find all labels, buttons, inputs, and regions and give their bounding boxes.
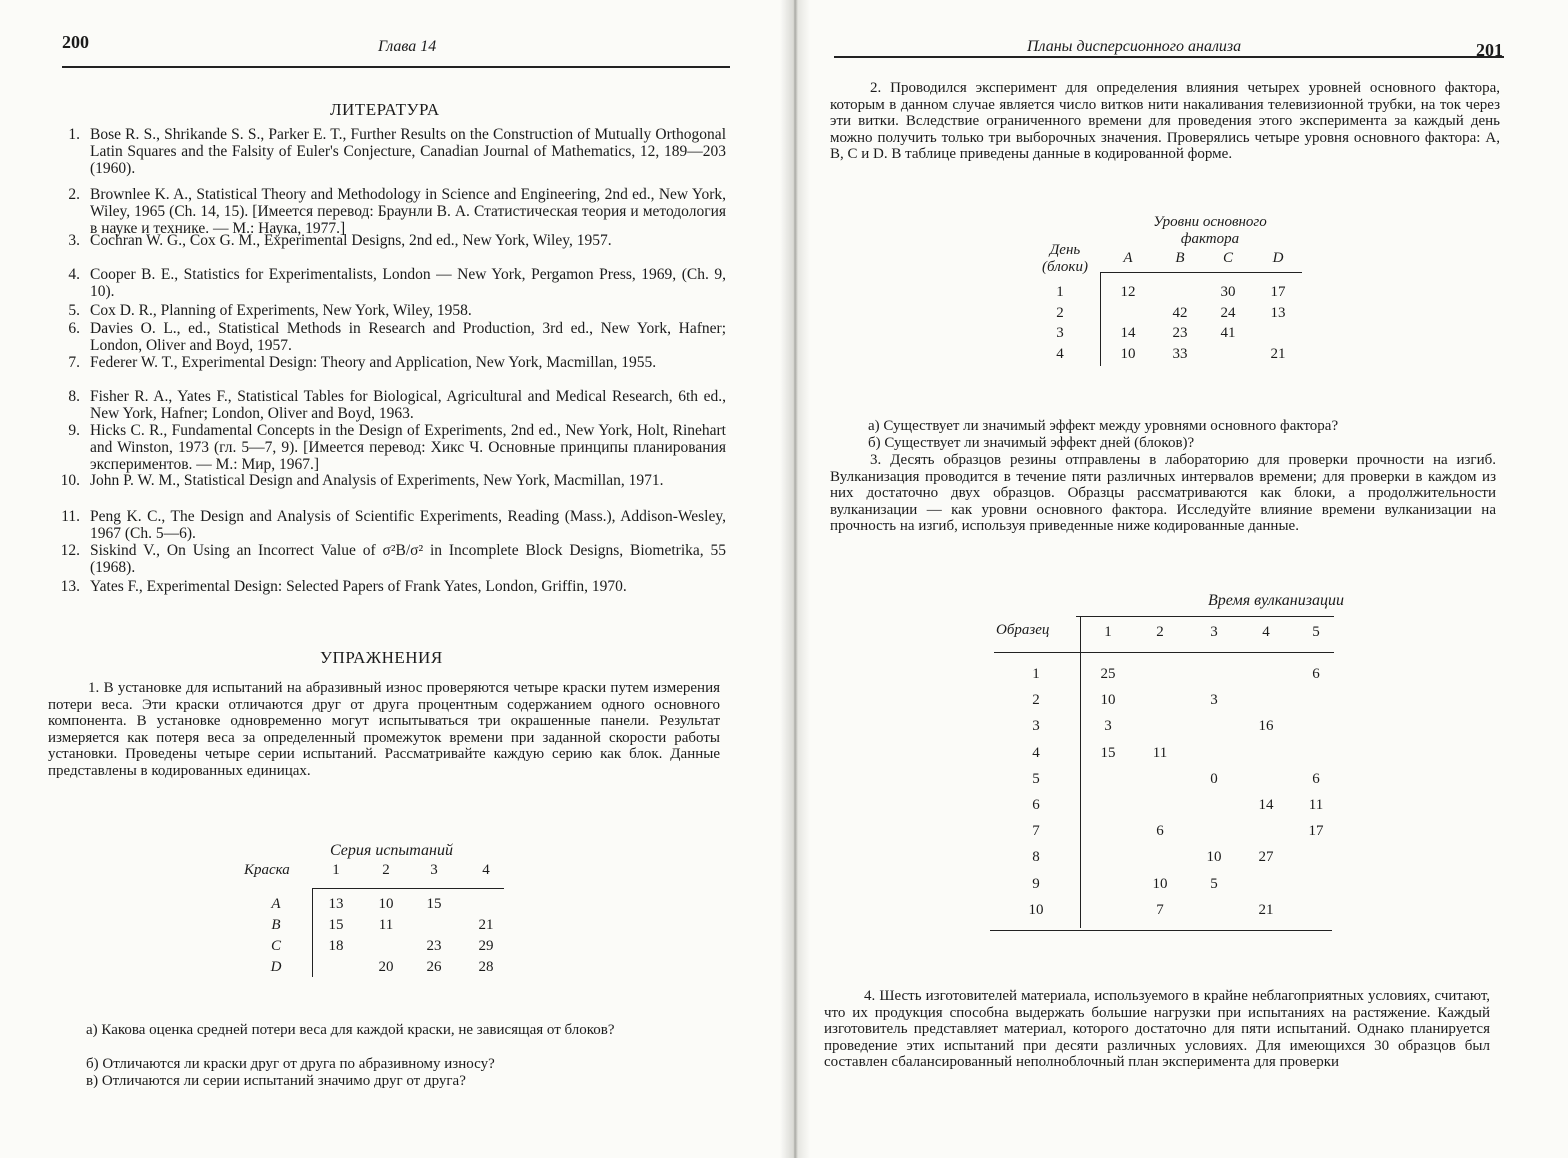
exercises-title: УПРАЖНЕНИЯ — [320, 648, 443, 667]
row-label: 3 — [1056, 325, 1064, 341]
table1-row-header: Краска — [244, 862, 290, 878]
table3-header-rule — [994, 652, 1334, 653]
table-cell: 10 — [1100, 692, 1116, 709]
row-label: 5 — [1032, 770, 1040, 787]
table-cell: 13 — [1270, 304, 1286, 321]
column-header: 2 — [382, 862, 390, 878]
table-cell: 10 — [1206, 849, 1222, 866]
column-header: 2 — [1156, 624, 1164, 640]
row-label: 2 — [1056, 304, 1064, 321]
reference-number: 13. — [60, 578, 80, 595]
reference-number: 8. — [68, 388, 80, 405]
table-cell: 42 — [1172, 304, 1188, 321]
table-cell: 6 — [1312, 770, 1320, 787]
reference-text: John P. W. M., Statistical Design and Analysis of Experiments, New York, Macmillan, 1971. — [90, 472, 664, 489]
reference-text: Cochran W. G., Cox G. M., Experimental Designs, 2nd ed., New York, Wiley, 1957. — [90, 232, 612, 249]
table-cell: 13 — [328, 896, 344, 912]
table2-vertical-rule — [1100, 272, 1101, 366]
row-label: A — [271, 896, 281, 912]
exercise-3-text: 3. Десять образцов резины отправлены в лабораторию для проверки прочности на изгиб. Вулканизация проводится в течение пяти различных интервалов времени; для проверки в каждом из них достаточно двух образцов. Образцы рассматриваются как блоки, а продолжительности вулканизации — как уровни основного фактора. Исследуйте влияние времени вулканизации на прочность на изгиб, используя приведенные ниже кодированные данные. — [830, 452, 1496, 534]
reference-text: Fisher R. A., Yates F., Statistical Tables for Biological, Agricultural and Medical Research, 6th ed., New York, Hafner; London, Oliver and Boyd, 1963. — [90, 388, 726, 422]
table-cell: 41 — [1220, 325, 1236, 341]
table-cell: 18 — [328, 938, 344, 954]
table-cell: 10 — [1152, 875, 1168, 892]
table-cell: 30 — [1220, 284, 1236, 300]
reference-number: 12. — [60, 542, 80, 559]
exercise-1-text: 1. В установке для испытаний на абразивный износ проверяются четыре краски путем измерения потери веса. Эти краски отличаются друг от друга процентным содержанием одного основного компонента. В установке одновременно могут испытываться три окрашенные панели. Результат измеряется как потеря веса за определенный промежуток времени при заданной скорости работы установки. Проведены четыре серии испытаний. Рассматривайте каждую серию как блок. Данные представлены в кодированных единицах. — [48, 680, 720, 779]
reference-text: Bose R. S., Shrikande S. S., Parker E. T., Further Results on the Construction of Mutually Orthogonal Latin Squares and the Falsity of Euler's Conjecture, Canadian Journal of Mathematics, 12, 189—203 (1960). — [90, 126, 726, 177]
exercise-2-text: 2. Проводился эксперимент для определения влияния четырех уровней основного фактора, которым в данном случае является число витков нити накаливания телевизионной трубки, на ток через эти витки. Вследствие ограниченного времени для проведения этого эксперимента за каждый день можно получить только три выборочных значения. Проверялись четыре уровня основного фактора: A, B, C и D. В таблице приведены данные в кодированной форме. — [830, 80, 1500, 162]
exercise-4-text: 4. Шесть изготовителей материала, используемого в крайне неблагоприятных условиях, считают, что их продукция способна выдержать большие нагрузки при испытаниях на растяжение. Каждый изготовитель представляет материал, которого достаточно для пяти испытаний. Однако планируется проведение этих испытаний при десяти различных условиях. Для имеющихся 30 образцов был составлен сбалансированный неполноблочный план эксперимента для проверки — [824, 988, 1490, 1070]
table1-caption: Серия испытаний — [330, 842, 453, 859]
table-cell: 3 — [1210, 692, 1218, 709]
reference-text: Federer W. T., Experimental Design: Theory and Application, New York, Macmillan, 1955. — [90, 354, 657, 371]
reference-number: 7. — [68, 354, 80, 371]
row-label: 10 — [1028, 901, 1044, 918]
row-label: B — [271, 917, 281, 933]
column-header: 3 — [1210, 624, 1218, 640]
row-label: 4 — [1056, 345, 1064, 362]
table-cell: 6 — [1156, 823, 1164, 840]
table2-header-rule — [1100, 272, 1302, 273]
table-cell: 11 — [1308, 797, 1324, 813]
table-cell: 33 — [1172, 345, 1188, 362]
table-cell: 21 — [1270, 345, 1286, 362]
row-label: 9 — [1032, 875, 1040, 892]
table1-header-rule — [312, 888, 504, 889]
reference-number: 11. — [61, 508, 80, 525]
table-cell: 17 — [1308, 823, 1324, 840]
table3-bottom-rule — [990, 930, 1332, 931]
table-cell: 21 — [1258, 901, 1274, 918]
question: б) Существует ли значимый эффект дней (блоков)? — [868, 435, 1195, 451]
column-header: D — [1272, 250, 1284, 266]
table1-vertical-rule — [312, 889, 313, 977]
table-cell: 10 — [1120, 345, 1136, 362]
column-header: 1 — [332, 862, 340, 878]
reference-text: Hicks C. R., Fundamental Concepts in the Design of Experiments, 2nd ed., New York, Holt, Rinehart and Winston, 1973 (гл. 5—7, 9). [Имеется перевод: Хикс Ч. Основные принципы планирования экспериментов. — М.: Мир, 1967.] — [90, 422, 726, 473]
row-label: 1 — [1056, 284, 1064, 300]
table-cell: 15 — [1100, 744, 1116, 761]
page-number: 200 — [62, 32, 89, 52]
header-rule — [834, 56, 1504, 58]
reference-number: 6. — [68, 320, 80, 337]
column-header: 4 — [482, 862, 490, 878]
question: в) Отличаются ли серии испытаний значимо друг от друга? — [86, 1073, 466, 1089]
table-cell: 16 — [1258, 718, 1274, 735]
column-header: C — [1222, 250, 1233, 266]
table-cell: 15 — [328, 917, 344, 933]
table-cell: 21 — [478, 917, 494, 933]
row-label: 8 — [1032, 849, 1040, 866]
column-header: 1 — [1104, 624, 1112, 640]
column-header: 4 — [1262, 624, 1270, 640]
running-head: Глава 14 — [378, 38, 437, 55]
table-cell: 6 — [1312, 666, 1320, 682]
question: а) Какова оценка средней потери веса для каждой краски, не зависящая от блоков? — [86, 1022, 615, 1038]
reference-number: 5. — [68, 302, 80, 319]
row-label: 6 — [1032, 797, 1040, 813]
table-cell: 3 — [1104, 718, 1112, 735]
table3-caption: Время вулканизации — [1208, 592, 1344, 609]
table-cell: 23 — [1172, 325, 1188, 341]
header-rule — [62, 66, 730, 68]
question: б) Отличаются ли краски друг от друга по абразивному износу? — [86, 1056, 495, 1072]
reference-number: 4. — [68, 266, 80, 283]
reference-text: Brownlee K. A., Statistical Theory and Methodology in Science and Engineering, 2nd ed., New York, Wiley, 1965 (Ch. 14, 15). [Имеется перевод: Браунли В. А. Статистическая теория и методология в науке и технике. — М.: Наука, 1977.] — [90, 186, 726, 237]
table-cell: 10 — [378, 896, 394, 912]
table-cell: 11 — [378, 917, 394, 933]
column-header: B — [1175, 250, 1185, 266]
table2-row-header: День (блоки) — [1042, 242, 1088, 275]
table-cell: 26 — [426, 959, 442, 975]
table-cell: 12 — [1120, 284, 1136, 300]
row-label: 3 — [1032, 718, 1040, 735]
table-cell: 17 — [1270, 284, 1286, 300]
right-page — [784, 0, 1568, 1158]
table3-row-header: Образец — [996, 622, 1050, 638]
table-cell: 14 — [1258, 797, 1274, 813]
table-cell: 29 — [478, 938, 494, 954]
reference-text: Cox D. R., Planning of Experiments, New York, Wiley, 1958. — [90, 302, 472, 319]
table-cell: 0 — [1210, 770, 1218, 787]
table-cell: 11 — [1152, 744, 1168, 761]
table-cell: 15 — [426, 896, 442, 912]
reference-number: 9. — [68, 422, 80, 439]
row-label: 1 — [1032, 666, 1040, 682]
references-title: ЛИТЕРАТУРА — [330, 100, 440, 119]
table-cell: 5 — [1210, 875, 1218, 892]
reference-number: 10. — [60, 472, 80, 489]
column-header: 5 — [1312, 624, 1320, 640]
reference-number: 3. — [68, 232, 80, 249]
table-cell: 7 — [1156, 901, 1164, 918]
reference-text: Cooper B. E., Statistics for Experimentalists, London — New York, Pergamon Press, 1969, (Ch. 9, 10). — [90, 266, 726, 300]
reference-number: 1. — [68, 126, 80, 143]
table3-vertical-rule — [1080, 616, 1081, 928]
column-header: A — [1123, 250, 1133, 266]
table-cell: 27 — [1258, 849, 1274, 866]
reference-text: Yates F., Experimental Design: Selected Papers of Frank Yates, London, Griffin, 1970. — [90, 578, 627, 595]
reference-number: 2. — [68, 186, 80, 203]
page-number: 201 — [1476, 40, 1503, 60]
column-header: 3 — [430, 862, 438, 878]
table-cell: 20 — [378, 959, 394, 975]
reference-text: Siskind V., On Using an Incorrect Value of σ²B/σ² in Incomplete Block Designs, Biometrika, 55 (1968). — [90, 542, 726, 576]
table-cell: 28 — [478, 959, 494, 975]
left-page — [0, 0, 780, 1158]
table-cell: 14 — [1120, 325, 1136, 341]
table-cell: 25 — [1100, 666, 1116, 682]
reference-text: Davies O. L., ed., Statistical Methods in Research and Production, 3rd ed., New York, Hafner; London, Oliver and Boyd, 1957. — [90, 320, 726, 354]
running-head: Планы дисперсионного анализа — [1027, 38, 1242, 55]
row-label: 7 — [1032, 823, 1040, 840]
table-cell: 23 — [426, 938, 442, 954]
question: а) Существует ли значимый эффект между уровнями основного фактора? — [868, 418, 1339, 434]
table3-top-rule — [1076, 616, 1334, 617]
table2-caption: Уровни основного фактора — [1153, 214, 1267, 247]
row-label: 2 — [1032, 692, 1040, 709]
row-label: 4 — [1032, 744, 1040, 761]
reference-text: Peng K. C., The Design and Analysis of Scientific Experiments, Reading (Mass.), Addison-Wesley, 1967 (Ch. 5—6). — [90, 508, 726, 542]
row-label: D — [270, 959, 282, 975]
table-cell: 24 — [1220, 304, 1236, 321]
row-label: C — [270, 938, 281, 954]
